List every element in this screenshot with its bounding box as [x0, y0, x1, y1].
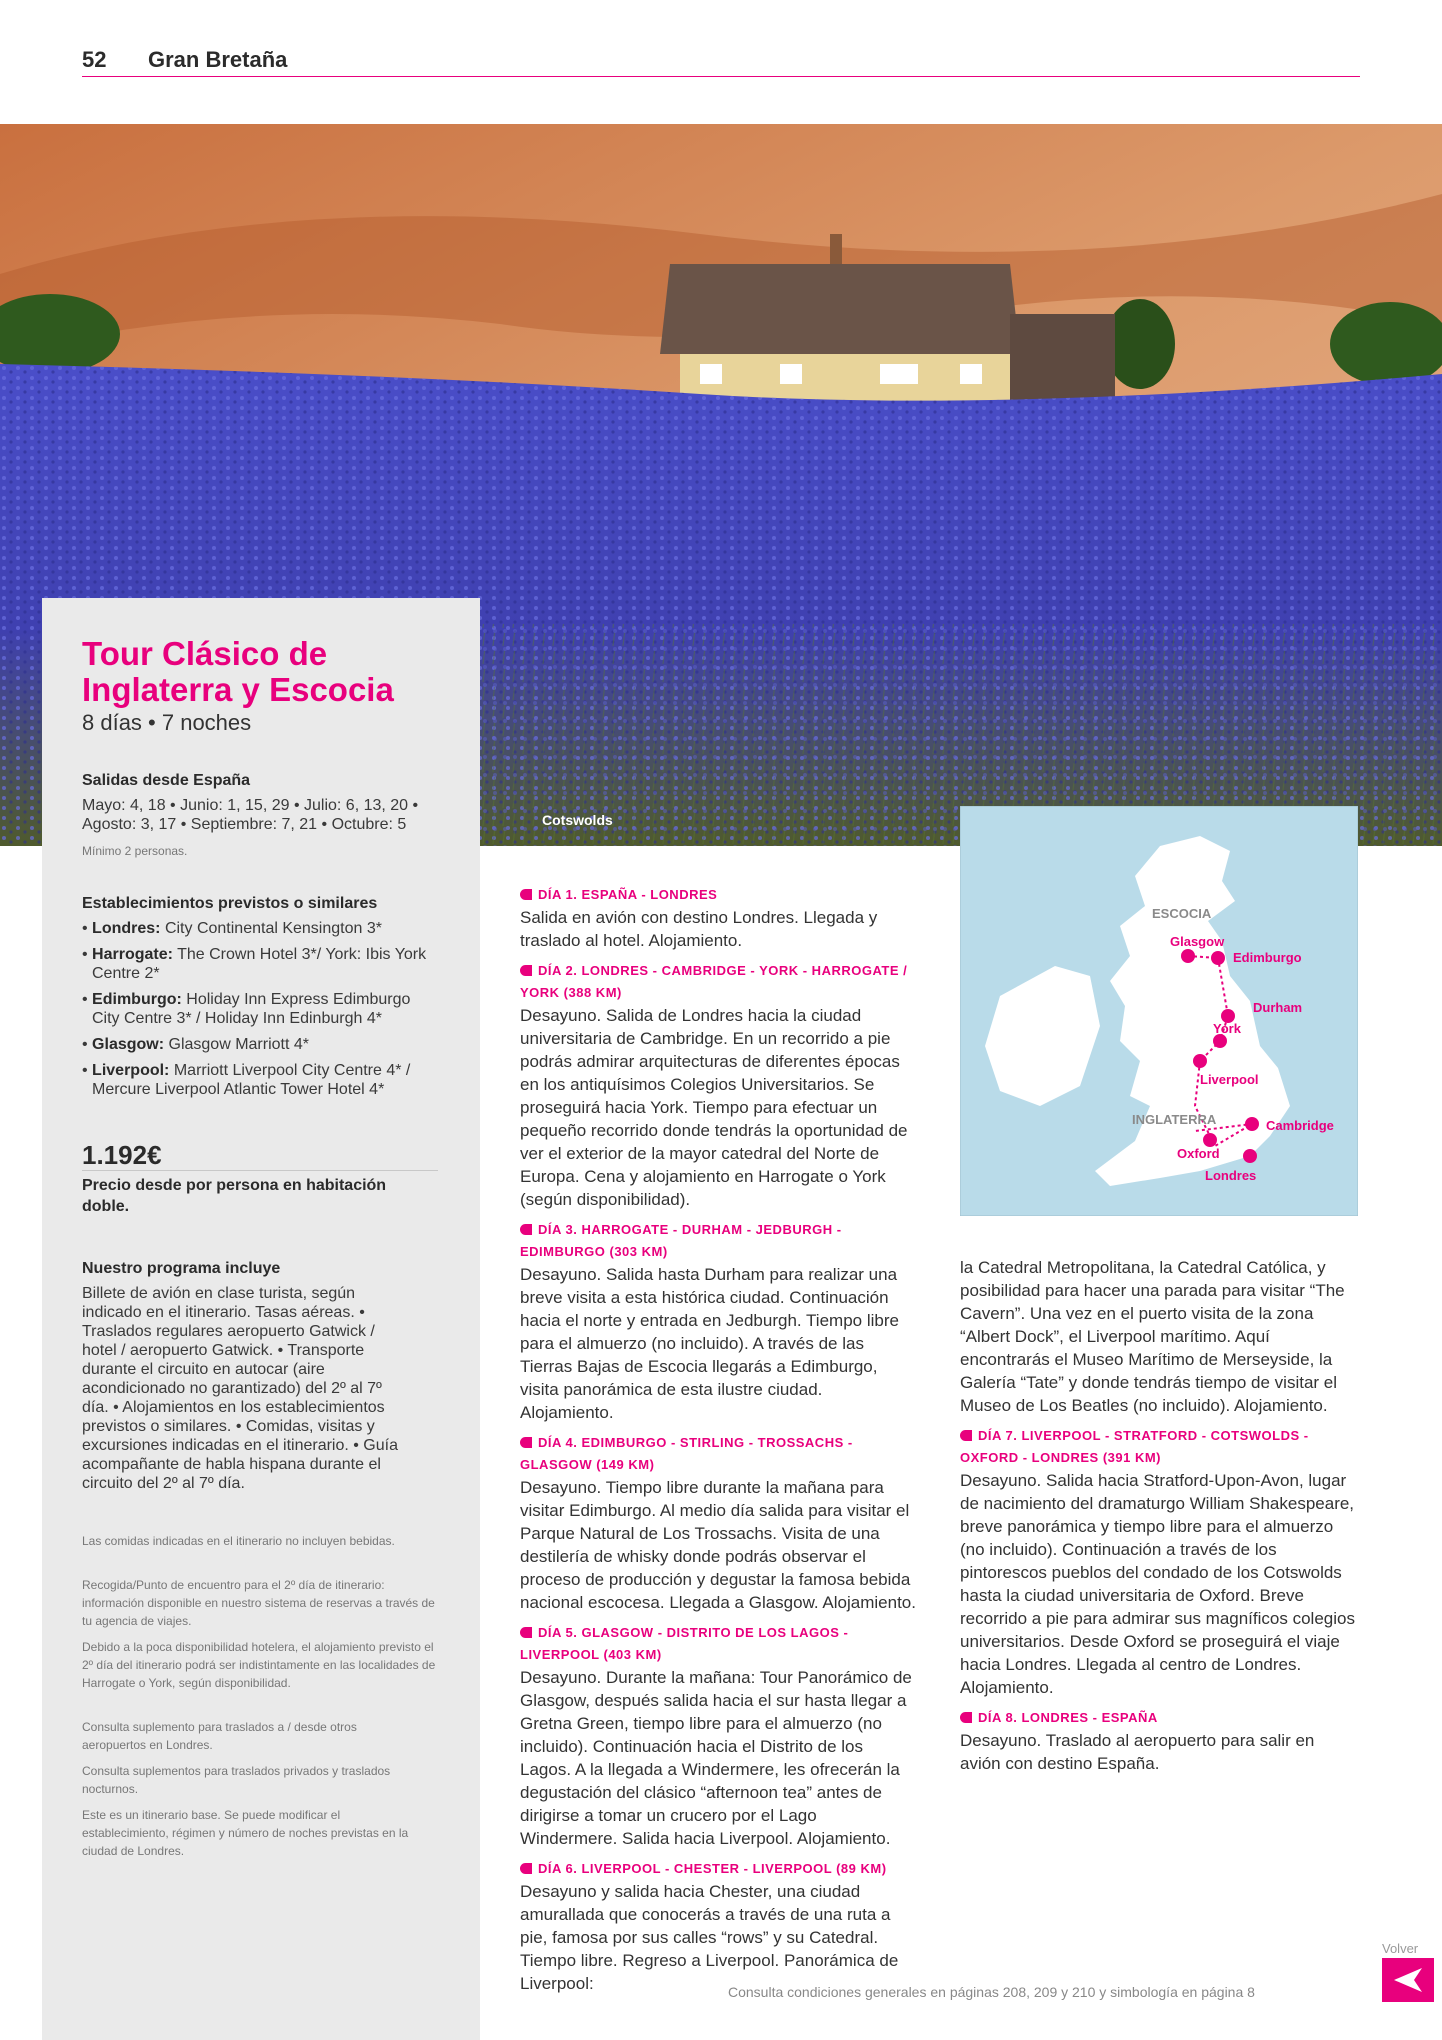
liverpool-marker: [1193, 1054, 1207, 1068]
day-text: Desayuno. Durante la mañana: Tour Panorámico de Glasgow, después salida hacia el sur hasta llegar a Gretna Green, tiempo libre para el almuerzo (no incluido). Continuación hacia el Distrito de los Lagos. A la llegada a Windermere, les ofrecerán la degustación del clásico “afternoon tea” antes de dirigirse a tomar un crucero por el Lago Windermere. Salida hacia Liverpool. Alojamiento.: [520, 1668, 912, 1848]
cambridge-marker: [1245, 1117, 1259, 1131]
day-text: la Catedral Metropolitana, la Catedral Católica, y posibilidad para hacer una parada para visitar “The Cavern”. Una vez en el puerto visita de la zona “Albert Dock”, el Liverpool marítimo. Aquí encontrarás el Museo Marítimo de Merseyside, la Galería “Tate” y donde tendrás tiempo de visitar el Museo de Los Beatles (no incluido). Alojamiento.: [960, 1258, 1345, 1415]
hotel-item: • Londres: City Continental Kensington 3*: [82, 920, 382, 937]
section-title: Gran Bretaña: [148, 47, 288, 72]
page-number: 52: [82, 47, 107, 72]
tour-title: Tour Clásico de Inglaterra y Escocia: [82, 635, 394, 708]
oxford-marker: [1203, 1133, 1217, 1147]
city-label-edimburgo: Edimburgo: [1233, 950, 1302, 965]
day-heading: DÍA 8. LONDRES - ESPAÑA: [960, 1707, 1358, 1729]
photo-caption: Cotswolds: [542, 812, 613, 828]
note-itinerary-base: Este es un itinerario base. Se puede modificar el establecimiento, régimen y número de noches previstas en la ciudad de Londres.: [82, 1808, 409, 1858]
day-text: Desayuno. Traslado al aeropuerto para salir en avión con destino España.: [960, 1731, 1315, 1773]
day-heading: DÍA 4. EDIMBURGO - STIRLING - TROSSACHS - GLASGOW (149 KM): [520, 1435, 853, 1472]
day-text: Desayuno y salida hacia Chester, una ciudad amurallada que conocerás a través de una ruta a pie, famosa por sus calles “rows” y su Catedral. Tiempo libre. Regreso a Liverpool. Panorámica de Liverpool:: [520, 1882, 899, 1993]
departures-heading: Salidas desde España: [82, 772, 251, 789]
day-heading: DÍA 2. LONDRES - CAMBRIDGE - YORK - HARROGATE / YORK (388 KM): [520, 963, 908, 1000]
itinerary-column-middle: [520, 884, 918, 2003]
day-text: Desayuno. Salida hacia Stratford-Upon-Avon, lugar de nacimiento del dramaturgo William Shakespeare, breve panorámica y tiempo libre para el almuerzo (no incluido). Continuación a través de los pintorescos pueblos del condado de los Cotswolds hasta la ciudad universitaria de Oxford. Breve recorrido a pie para admirar sus magníficos colegios universitarios. Desde Oxford se proseguirá el viaje hacia Londres. Llegada al centro de Londres. Alojamiento.: [960, 1471, 1355, 1697]
city-label-oxford: Oxford: [1177, 1146, 1220, 1161]
hotel-item: • Edimburgo: Holiday Inn Express Edimburgo City Centre 3* / Holiday Inn Edinburgh 4*: [82, 991, 411, 1027]
city-label-glasgow: Glasgow: [1170, 934, 1225, 949]
city-label-durham: Durham: [1253, 1000, 1303, 1015]
header-divider: [82, 76, 1360, 77]
back-label[interactable]: Volver: [1382, 1941, 1419, 1956]
departures-dates: Mayo: 4, 18 • Junio: 1, 15, 29 • Julio: 6, 13, 20 • Agosto: 3, 17 • Septiembre: 7, 21 • Octubre: 5: [82, 797, 419, 833]
day-heading: DÍA 5. GLASGOW - DISTRITO DE LOS LAGOS - LIVERPOOL (403 KM): [520, 1625, 849, 1662]
route-map: [960, 806, 1358, 1216]
note-meals: Las comidas indicadas en el itinerario no incluyen bebidas.: [82, 1534, 395, 1548]
price-note: Precio desde por persona en habitación doble.: [82, 1177, 387, 1215]
hotels-list: [82, 919, 442, 1106]
note-pickup: Recogida/Punto de encuentro para el 2º día de itinerario: información disponible en nuestro sistema de reservas a través de tu agencia de viajes.: [82, 1578, 435, 1628]
york-marker: [1213, 1034, 1227, 1048]
hotel-item: • Liverpool: Marriott Liverpool City Centre 4* / Mercure Liverpool Atlantic Tower Hotel 4*: [82, 1062, 411, 1098]
city-label-liverpool: Liverpool: [1200, 1072, 1259, 1087]
day-heading: DÍA 6. LIVERPOOL - CHESTER - LIVERPOOL (89 KM): [520, 1858, 918, 1880]
back-button[interactable]: [1382, 1958, 1434, 2002]
note-availability: Debido a la poca disponibilidad hotelera, el alojamiento previsto el 2º día del itinerario podrá ser indistintamente en las localidades de Harrogate o York, según disponibilidad.: [82, 1640, 436, 1690]
note-private-transfers: Consulta suplementos para traslados privados y traslados nocturnos.: [82, 1764, 391, 1796]
tour-duration: 8 días • 7 noches: [82, 710, 252, 735]
note-airports: Consulta suplemento para traslados a / desde otros aeropuertos en Londres.: [82, 1720, 357, 1752]
footer-conditions: Consulta condiciones generales en páginas 208, 209 y 210 y simbología en página 8: [728, 1984, 1255, 2000]
price-amount: 1.192€: [82, 1140, 162, 1170]
region-label-escocia: ESCOCIA: [1152, 906, 1212, 921]
includes-heading: Nuestro programa incluye: [82, 1260, 281, 1277]
day-heading: DÍA 3. HARROGATE - DURHAM - JEDBURGH - EDIMBURGO (303 KM): [520, 1222, 842, 1259]
hotel-item: • Harrogate: The Crown Hotel 3*/ York: Ibis York Centre 2*: [82, 946, 427, 982]
city-label-york: York: [1213, 1021, 1241, 1036]
day-text: Desayuno. Salida hasta Durham para realizar una breve visita a esta histórica ciudad. Continuación hacia el norte y entrada en Jedburgh. Tiempo libre para el almuerzo (no incluido). A través de las Tierras Bajas de Escocia llegarás a Edimburgo, visita panorámica de esta ilustre ciudad. Alojamiento.: [520, 1265, 899, 1422]
day-heading: DÍA 1. ESPAÑA - LONDRES: [520, 884, 918, 906]
glasgow-marker: [1181, 949, 1195, 963]
day-text: Desayuno. Salida de Londres hacia la ciudad universitaria de Cambridge. En un recorrido a pie podrás admirar arquitecturas de diferentes épocas en los antiquísimos Colegios Universitarios. Se proseguirá hacia York. Tiempo para efectuar un pequeño recorrido donde tendrás la oportunidad de ver el exterior de la mayor catedral del Norte de Europa. Cena y alojamiento en Harrogate o York (según disponibilidad).: [520, 1006, 908, 1209]
region-label-inglaterra: INGLATERRA: [1132, 1112, 1217, 1127]
includes-text: Billete de avión en clase turista, según indicado en el itinerario. Tasas aéreas. • Traslados regulares aeropuerto Gatwick / hotel / aeropuerto Gatwick. • Transporte durante el circuito en autocar (aire acondicionado no garantizado) del 2º al 7º día. • Alojamientos en los establecimientos previstos o similares. • Comidas, visitas y excursiones indicadas en el itinerario. • Guía acompañante de habla hispana durante el circuito del 2º al 7º día.: [82, 1285, 398, 1492]
back-arrow-icon: [1382, 1958, 1434, 2002]
price-divider: [82, 1170, 438, 1171]
city-label-londres: Londres: [1205, 1168, 1257, 1183]
day-text: Desayuno. Tiempo libre durante la mañana para visitar Edimburgo. Al medio día salida para visitar el Parque Natural de Los Trossachs. Visita de una destilería de whisky donde podrás observar el proceso de producción y degustar la famosa bebida nacional escocesa. Llegada a Glasgow. Alojamiento.: [520, 1478, 916, 1612]
itinerary-column-right: [960, 1256, 1358, 1783]
day-text: Salida en avión con destino Londres. Llegada y traslado al hotel. Alojamiento.: [520, 908, 878, 950]
day-heading: DÍA 7. LIVERPOOL - STRATFORD - COTSWOLDS - OXFORD - LONDRES (391 KM): [960, 1428, 1309, 1465]
hotels-heading: Establecimientos previstos o similares: [82, 895, 378, 912]
hotel-item: • Glasgow: Glasgow Marriott 4*: [82, 1036, 309, 1053]
city-label-cambridge: Cambridge: [1266, 1118, 1334, 1133]
londres-marker: [1243, 1149, 1257, 1163]
edimburgo-marker: [1211, 951, 1225, 965]
minimum-note: Mínimo 2 personas.: [82, 844, 188, 858]
